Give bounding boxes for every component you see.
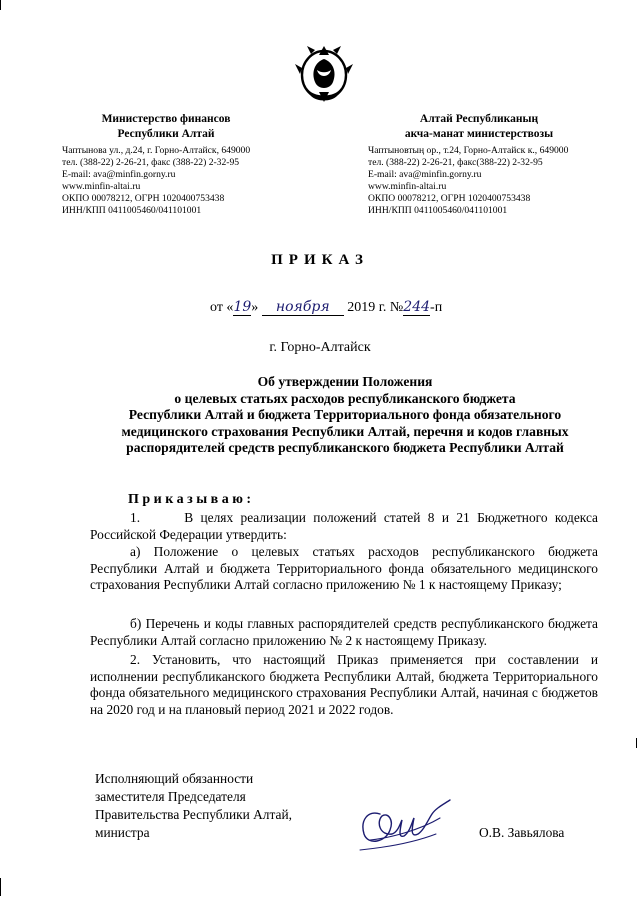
- order-directive-word: Приказываю:: [128, 492, 255, 507]
- left-org-name: [62, 112, 270, 142]
- position-line: министра: [95, 825, 150, 840]
- contact-line: www.minfin-altai.ru: [62, 181, 141, 192]
- subject-line: Об утверждении Положения: [257, 374, 433, 389]
- signatory-name: О.В. Завьялова: [479, 825, 565, 840]
- city-line: г. Горно-Алтайск: [269, 340, 371, 355]
- scan-edge-mark: [0, 878, 1, 896]
- paragraph-1b: б) Перечень и коды главных распорядителей средств республиканского бюджета Республики Алтай согласно приложению № 2 к настоящему Приказу.: [90, 616, 598, 648]
- document-title: ПРИКАЗ: [271, 252, 369, 268]
- order-subject: [80, 374, 610, 457]
- subject-line: о целевых статьях расходов республиканского бюджета: [174, 390, 516, 406]
- coat-of-arms-emblem: [293, 40, 355, 106]
- right-org-name-line: акча-манат министерствозы: [404, 128, 554, 140]
- order-number-suffix: -п: [430, 300, 443, 315]
- contact-line: E-mail: ava@minfin.gorny.ru: [368, 169, 482, 180]
- date-day-handwritten: 19: [233, 299, 252, 315]
- left-contacts: [62, 145, 250, 217]
- paragraph-1a: а) Положение о целевых статьях расходов республиканского бюджета Республики Алтай и бюджета Территориального фонда обязательного медицинского страхования Республики Алтай согласно приложению № 1 к настоящему Приказу;: [90, 544, 598, 592]
- date-month-handwritten: ноября: [262, 299, 344, 316]
- position-line: Исполняющий обязанности: [95, 771, 254, 786]
- contact-line: Чаптыновтың ор., т.24, Горно-Алтайск к., 649000: [368, 145, 569, 156]
- contact-line: ОКПО 00078212, ОГРН 1020400753438: [62, 193, 225, 204]
- paragraph-2: 2. Установить, что настоящий Приказ применяется при составлении и исполнении республиканского бюджета Республики Алтай, бюджета Территориального фонда обязательного медицинского страхования Республики Алтай, начиная с бюджетов на 2020 год и на плановый период 2021 и 2022 годов.: [90, 652, 598, 717]
- left-org-name-line: Республики Алтай: [117, 128, 215, 140]
- contact-line: ОКПО 00078212, ОГРН 1020400753438: [368, 193, 531, 204]
- paragraph-1: 1. В целях реализации положений статей 8 и 21 Бюджетного кодекса Российской Федерации утвердить:: [90, 510, 602, 542]
- left-org-name-line: Министерство финансов: [101, 113, 231, 125]
- right-contacts: [368, 145, 568, 217]
- date-mid: »: [251, 300, 259, 315]
- contact-line: ИНН/КПП 0411005460/041101001: [62, 205, 202, 216]
- right-org-name: [366, 112, 592, 142]
- order-number-handwritten: 244: [403, 299, 431, 315]
- right-org-name-line: Алтай Республиканың: [419, 113, 539, 125]
- date-line: [210, 299, 442, 316]
- contact-line: тел. (388-22) 2-26-21, факс(388-22) 2-32-95: [368, 157, 543, 168]
- position-line: заместителя Председателя: [95, 789, 246, 804]
- position-line: Правительства Республики Алтай,: [95, 807, 292, 822]
- contact-line: ИНН/КПП 0411005460/041101001: [368, 205, 508, 216]
- contact-line: Чаптынова ул., д.24, г. Горно-Алтайск, 649000: [62, 145, 251, 156]
- scan-edge-mark: [636, 738, 637, 748]
- contact-line: E-mail: ava@minfin.gorny.ru: [62, 169, 176, 180]
- contact-line: тел. (388-22) 2-26-21, факс (388-22) 2-32-95: [62, 157, 240, 168]
- handwritten-signature: [340, 790, 460, 860]
- date-year: 2019 г. №: [347, 300, 404, 315]
- subject-line: распорядителей средств республиканского бюджета Республики Алтай: [126, 440, 564, 455]
- subject-line: медицинского страхования Республики Алтай, перечня и кодов главных: [121, 423, 569, 439]
- date-prefix: от «: [210, 300, 234, 315]
- subject-line: Республики Алтай и бюджета Территориального фонда обязательного: [128, 407, 562, 422]
- scan-edge-mark: [0, 0, 1, 10]
- signatory-position: [95, 770, 292, 842]
- contact-line: www.minfin-altai.ru: [368, 181, 447, 192]
